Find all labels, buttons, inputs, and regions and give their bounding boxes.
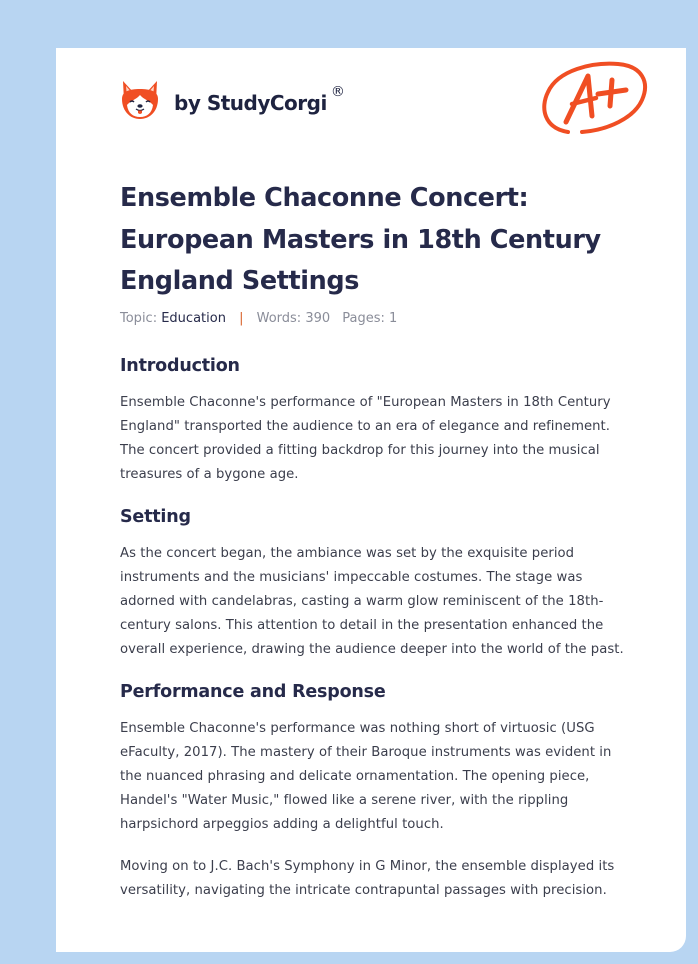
section-paragraph: Ensemble Chaconne's performance of "European Masters in 18th Century England" transported the audience to an era of elegance and refinement. The concert provided a fitting backdrop for this journey into the musical treasures of a bygone age. xyxy=(120,395,611,482)
section-performance-and-response xyxy=(120,680,632,903)
section-setting xyxy=(120,505,632,662)
section-introduction xyxy=(120,354,632,487)
topic-link[interactable]: Education xyxy=(161,311,226,326)
document-meta xyxy=(120,311,397,326)
section-heading: Performance and Response xyxy=(120,682,386,702)
registered-mark: ® xyxy=(330,84,345,100)
brand-name: by StudyCorgi xyxy=(174,91,327,115)
section-heading: Setting xyxy=(120,507,191,527)
section-paragraph: Moving on to J.C. Bach's Symphony in G Minor, the ensemble displayed its versatility, navigating the intricate contrapuntal passages with precision. xyxy=(120,859,615,898)
topic-label: Topic: xyxy=(120,311,158,326)
a-plus-grade-icon xyxy=(538,58,650,140)
meta-separator: | xyxy=(239,311,244,326)
brand-header[interactable] xyxy=(120,75,345,123)
page-count: Pages: 1 xyxy=(342,311,398,326)
section-paragraph: As the concert began, the ambiance was set by the exquisite period instruments and the musicians' impeccable costumes. The stage was adorned with candelabras, casting a warm glow reminiscent of the 18th-century salons. This attention to detail in the presentation enhanced the overall experience, drawing the audience deeper into the world of the past. xyxy=(120,546,624,657)
corgi-logo-icon xyxy=(120,77,160,121)
document-title: Ensemble Chaconne Concert: European Masters in 18th Century England Settings xyxy=(120,183,601,296)
document-body xyxy=(120,354,632,903)
word-count: Words: 390 xyxy=(256,311,331,326)
section-heading: Introduction xyxy=(120,356,240,376)
section-paragraph: Ensemble Chaconne's performance was nothing short of virtuosic (USG eFaculty, 2017). The mastery of their Baroque instruments was evident in the nuanced phrasing and delicate ornamentation. The opening piece, Handel's "Water Music," flowed like a serene river, with the rippling harpsichord arpeggios adding a delightful touch. xyxy=(120,721,612,832)
document-card xyxy=(56,48,686,952)
